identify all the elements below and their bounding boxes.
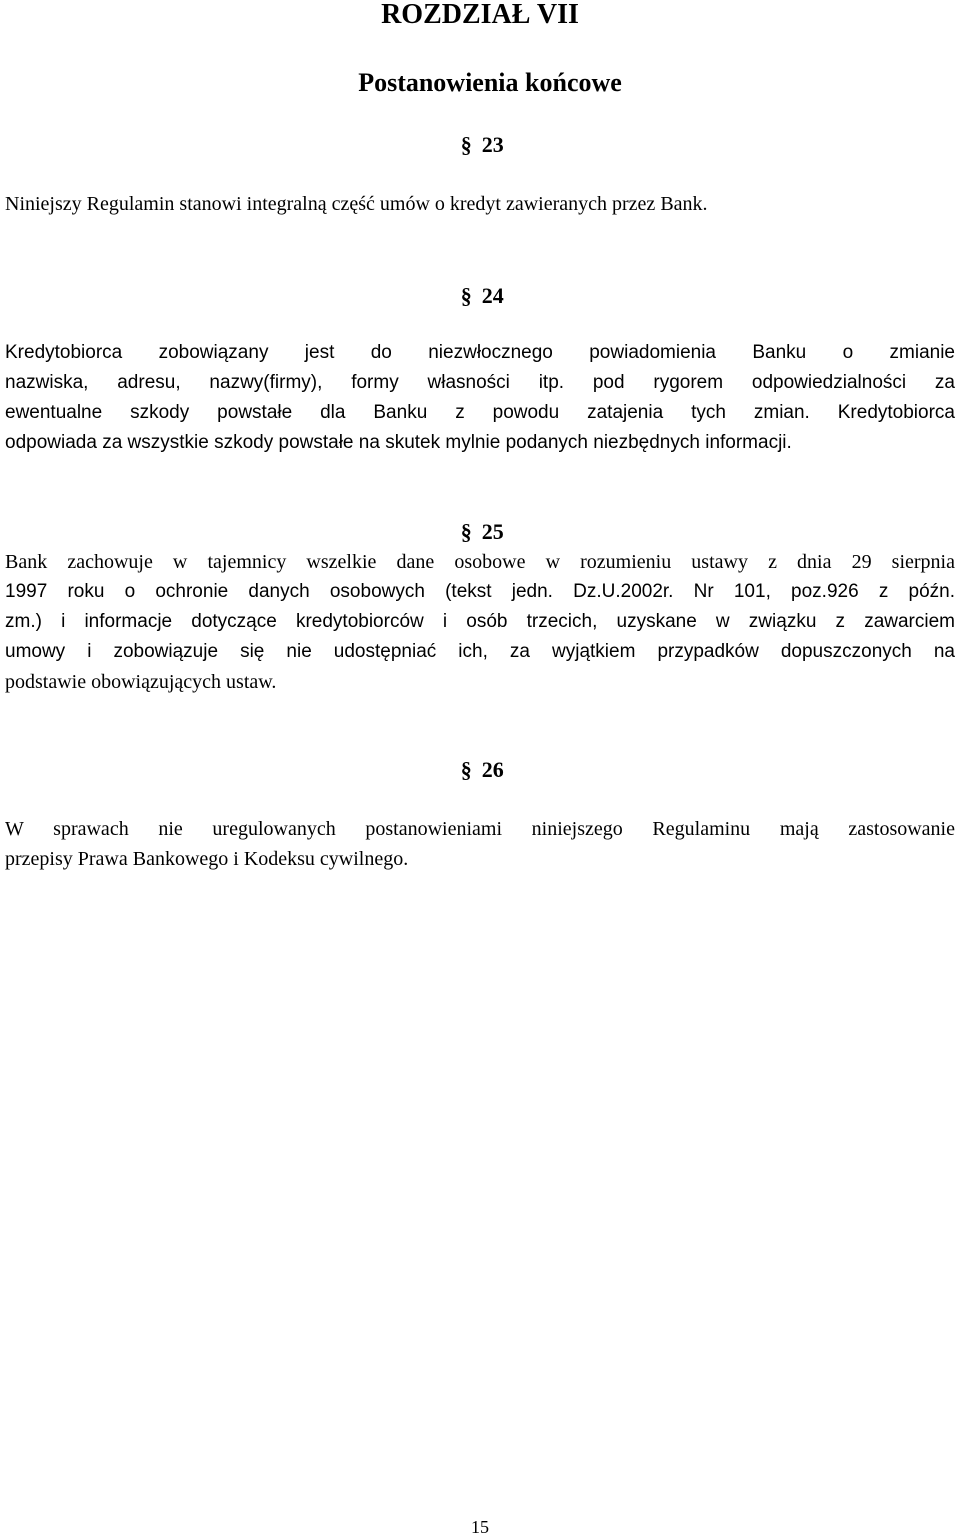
section-sign-icon: §	[460, 757, 472, 782]
section-sign-icon: §	[460, 519, 472, 544]
text-line: odpowiada za wszystkie szkody powstałe na skutek mylnie podanych niezbędnych informacji.	[5, 432, 792, 453]
text-line: 1997 roku o ochronie danych osobowych (tekst jedn. Dz.U.2002r. Nr 101, poz.926 z późn.	[5, 581, 955, 602]
text-line: nazwiska, adresu, nazwy(firmy), formy własności itp. pod rygorem odpowiedzialności za	[5, 372, 955, 393]
section-heading-25	[0, 519, 960, 545]
section-23-text	[5, 189, 955, 219]
text-line: W sprawach nie uregulowanych postanowieniami niniejszego Regulaminu mają zastosowanie	[5, 818, 955, 840]
section-heading-24	[0, 283, 960, 309]
section-24-text	[5, 338, 955, 458]
section-sign-icon: §	[460, 283, 472, 308]
section-25-text	[5, 547, 955, 697]
section-heading-23	[0, 132, 960, 158]
text-line: Bank zachowuje w tajemnicy wszelkie dane osobowe w rozumieniu ustawy z dnia 29 sierpnia	[5, 551, 955, 573]
text-line: podstawie obowiązujących ustaw.	[5, 671, 277, 693]
page-number: 15	[471, 1517, 489, 1537]
text-line: zm.) i informacje dotyczące kredytobiorców i osób trzecich, uzyskane w związku z zawarciem	[5, 611, 955, 632]
text-line: ewentualne szkody powstałe dla Banku z powodu zatajenia tych zmian. Kredytobiorca	[5, 402, 955, 423]
section-26-text	[5, 814, 955, 874]
text-line: umowy i zobowiązuje się nie udostępniać ich, za wyjątkiem przypadków dopuszczonych na	[5, 641, 955, 662]
chapter-title: ROZDZIAŁ VII	[381, 0, 579, 30]
section-number: 26	[481, 757, 504, 782]
text-line: przepisy Prawa Bankowego i Kodeksu cywilnego.	[5, 848, 409, 870]
chapter-subtitle: Postanowienia końcowe	[358, 68, 622, 97]
section-sign-icon: §	[460, 132, 472, 157]
section-number: 25	[481, 519, 504, 544]
text-line: Kredytobiorca zobowiązany jest do niezwłocznego powiadomienia Banku o zmianie	[5, 342, 955, 363]
section-number: 24	[481, 283, 504, 308]
text-line: Niniejszy Regulamin stanowi integralną część umów o kredyt zawieranych przez Bank.	[5, 193, 708, 215]
section-number: 23	[481, 132, 504, 157]
section-heading-26	[0, 757, 960, 783]
